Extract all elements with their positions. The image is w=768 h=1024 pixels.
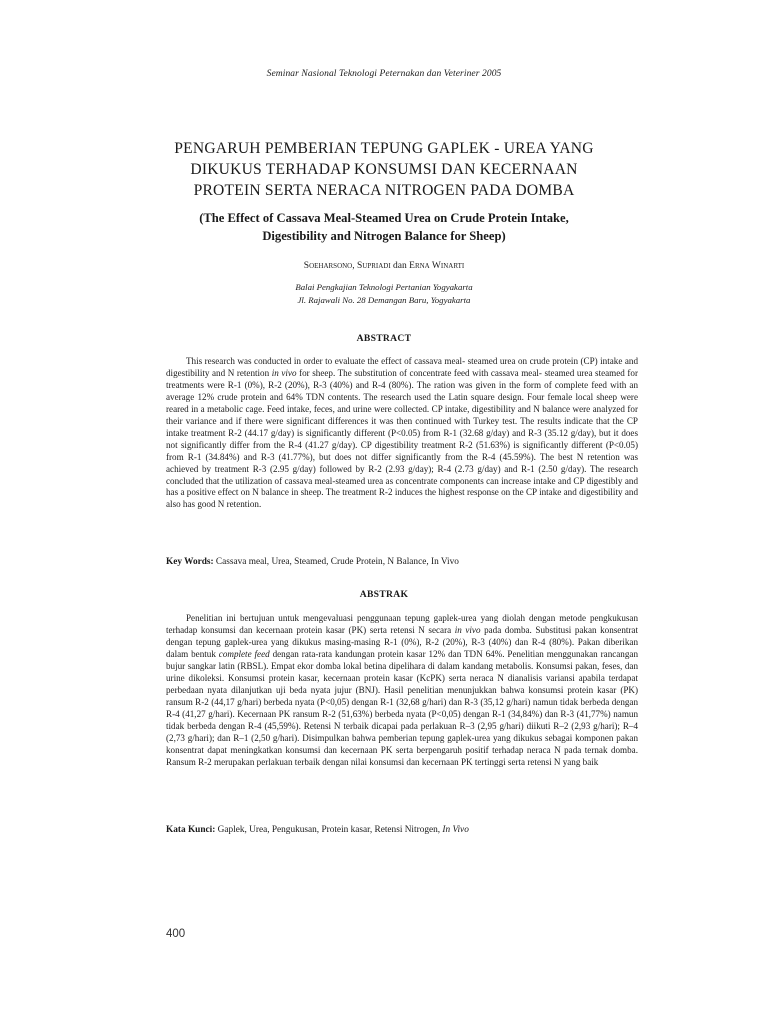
kata-kunci-label: Kata Kunci: (166, 825, 216, 835)
keywords (166, 556, 638, 568)
abstrak-text: dengan rata-rata kandungan protein kasar 12% dan TDN 64%. Penelitian menggunakan rancangan bujur sangkar latin (RBSL). Empat ekor domba lokal betina dipelihara di dalam kandang metabolis. Konsumsi pakan, feses, dan urine dikoleksi. Konsumsi protein kasar, kecernaan protein kasar (KcPK) serta neraca N dianalisis variansi apabila terdapat perbedaan nyata dilanjutkan uji beda nyata jujur (BNJ). Hasil penelitian menunjukkan bahwa konsumsi protein kasar (PK) ransum R-2 (44,17 g/hari) berbeda nyata (P<0,05) dengan R-1 (32,68 g/hari) dan R-3 (35,12 g/hari) namun tidak berbeda dengan R-4 (41,27 g/hari). Kecernaan PK ransum R-2 (51,63%) berbeda nyata (P<0,05) dengan R-1 (34,84%) dan R-3 (41,77%) namun tidak berbeda dengan R-4 (45,59%). Retensi N terbaik dicapai pada perlakuan R–3 (2,95 g/hari) diikuti R–2 (2,93 g/hari); R–4 (2,73 g/hari); dan R–1 (2,50 g/hari). Disimpulkan bahwa pemberian tepung gaplek-urea yang dikukus sebagai komponen pakan konsentrat dapat meningkatkan konsumsi dan kecernaan PK serta berpengaruh positif terhadap neraca N pada ternak domba. Ransum R-2 merupakan perlakuan terbaik dengan nilai konsumsi dan kecernaan PK tertinggi serta retensi N yang baik (166, 649, 638, 767)
affiliation-line: Balai Pengkajian Teknologi Pertanian Yogyakarta (295, 282, 473, 292)
page-number: 400 (166, 928, 186, 940)
paper-title (120, 138, 648, 201)
abstract-paragraph (166, 356, 638, 511)
abstrak-text: Penelitian ini bertujuan untuk mengevaluasi penggunaan tepung gaplek-urea yang diolah dengan metode pengkukusan terhadap konsumsi dan kecernaan protein kasar (PK) serta retensi N secara (166, 613, 638, 635)
affiliation (0, 281, 768, 307)
running-head: Seminar Nasional Teknologi Peternakan dan Veteriner 2005 (266, 69, 502, 79)
abstract-text: for sheep. The substitution of concentrate feed with cassava meal- steamed urea steamed for treatments were R-1 (0%), R-2 (20%), R-3 (40%) and R-4 (80%). The ration was given in the form of complete feed with an average 12% crude protein and 64% TDN contents. The research used the Latin square design. Four female local sheep were reared in a metabolic cage. Feed intake, feces, and urine were collected. CP intake, digestibility and N balance were analyzed for their variance and if there were significant differences it was then continued with Turkey test. The results indicate that the CP intake treatment R-2 (44.17 g/day) is significantly different (P<0.05) from R-1 (32.68 g/day) and R-3 (35.12 g/day), but it does not significantly differ from the R-4 (41.27 g/day). CP digestibility treatment R-2 (51.63%) is significantly different (P<0.05) from R-1 (34.84%) and R-3 (41.77%), but does not differ significantly from the R-4 (45.59%). The best N retention was achieved by treatment R-3 (2.95 g/day) followed by R-2 (2.93 g/day); R-4 (2.73 g/day) and R-1 (2.50 g/day). The research concluded that the utilization of cassava meal-steamed urea as concentrate components can increase intake and CP digestibly and has a positive effect on N balance in sheep. The treatment R-2 induces the highest response on the CP intake and digestibility and also has good N retention. (166, 367, 639, 510)
author-name: Supriadi (356, 261, 391, 271)
title-line: PENGARUH PEMBERIAN TEPUNG GAPLEK - UREA YANG (174, 140, 594, 157)
abstrak-heading: ABSTRAK (359, 589, 409, 600)
title-line: DIKUKUS TERHADAP KONSUMSI DAN KECERNAAN (190, 161, 578, 178)
abstract-heading: ABSTRACT (356, 333, 412, 344)
abstrak-paragraph (166, 612, 638, 768)
keywords-label: Key Words: (166, 557, 214, 567)
author-name: Soeharsono (303, 261, 353, 271)
kata-kunci (166, 824, 638, 836)
abstract-in-vivo: in vivo (271, 367, 297, 378)
keywords-list: Cassava meal, Urea, Steamed, Crude Protein, N Balance, In Vivo (213, 557, 459, 567)
kata-kunci-in-vivo: In Vivo (442, 825, 469, 835)
abstrak-text: pada domba. Substitusi pakan konsentrat dengan tepung gaplek-urea yang dikukus masing-masing R-1 (0%), R-2 (20%), R-3 (40%) dan R-4 (80%). Pakan diberikan dalam bentuk (166, 625, 638, 659)
subtitle-line: Digestibility and Nitrogen Balance for Sheep) (262, 229, 506, 243)
abstrak-complete-feed: complete feed (218, 649, 270, 659)
kata-kunci-list: Gaplek, Urea, Pengukusan, Protein kasar, Retensi Nitrogen, (215, 825, 443, 835)
author-conjunction: dan (393, 261, 407, 271)
title-line: PROTEIN SERTA NERACA NITROGEN PADA DOMBA (193, 182, 575, 199)
affiliation-line: Jl. Rajawali No. 28 Demangan Baru, Yogyakarta (297, 295, 471, 305)
english-title (140, 209, 628, 245)
subtitle-line: (The Effect of Cassava Meal-Steamed Urea on Crude Protein Intake, (199, 211, 569, 225)
abstract-text: This research was conducted in order to evaluate the effect of cassava meal- steamed urea on crude protein (CP) intake and digestibility and N retention (166, 356, 638, 378)
abstrak-in-vivo: in vivo (454, 625, 481, 635)
author-list: Soeharsono, Supriadi dan Erna Winarti (303, 261, 465, 271)
author-name: Erna Winarti (409, 261, 465, 271)
